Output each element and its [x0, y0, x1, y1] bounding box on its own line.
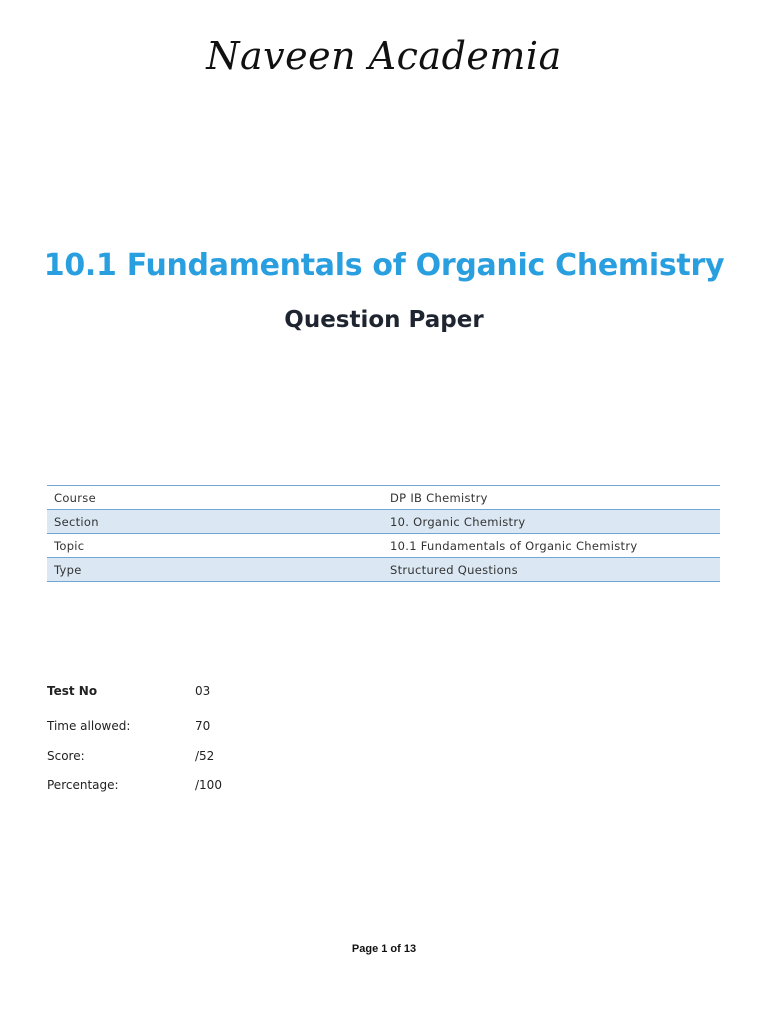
test-number-label: Test No [47, 684, 98, 698]
table-cell-label: Type [47, 558, 383, 582]
table-cell-value: 10.1 Fundamentals of Organic Chemistry [390, 538, 638, 553]
time-allowed-label: Time allowed: [47, 719, 131, 733]
time-allowed-value: 70 [195, 719, 211, 733]
test-number-row [47, 684, 347, 700]
table-cell-label: Section [47, 510, 383, 534]
percentage-row [47, 778, 347, 794]
table-cell-label: Course [54, 490, 96, 505]
score-label: Score: [47, 749, 85, 763]
course-info-table [47, 485, 720, 582]
brand-title: Naveen Academia [206, 34, 562, 78]
percentage-value: /100 [195, 778, 222, 792]
score-value: /52 [195, 749, 215, 763]
table-cell-value: 10. Organic Chemistry [383, 510, 720, 534]
score-row [47, 749, 347, 765]
percentage-label: Percentage: [47, 778, 119, 792]
time-allowed-row [47, 719, 347, 735]
table-cell-value: DP IB Chemistry [390, 490, 488, 505]
page-number: Page 1 of 13 [351, 943, 417, 955]
document-title: 10.1 Fundamentals of Organic Chemistry [43, 248, 725, 283]
table-row-topic [47, 534, 720, 558]
table-cell-value: Structured Questions [383, 558, 720, 582]
test-number-value: 03 [195, 684, 211, 698]
table-row-section [47, 510, 720, 534]
table-row-type [47, 558, 720, 582]
table-cell-label: Topic [54, 538, 85, 553]
table-row-course [47, 486, 720, 510]
document-subtitle: Question Paper [284, 307, 484, 333]
